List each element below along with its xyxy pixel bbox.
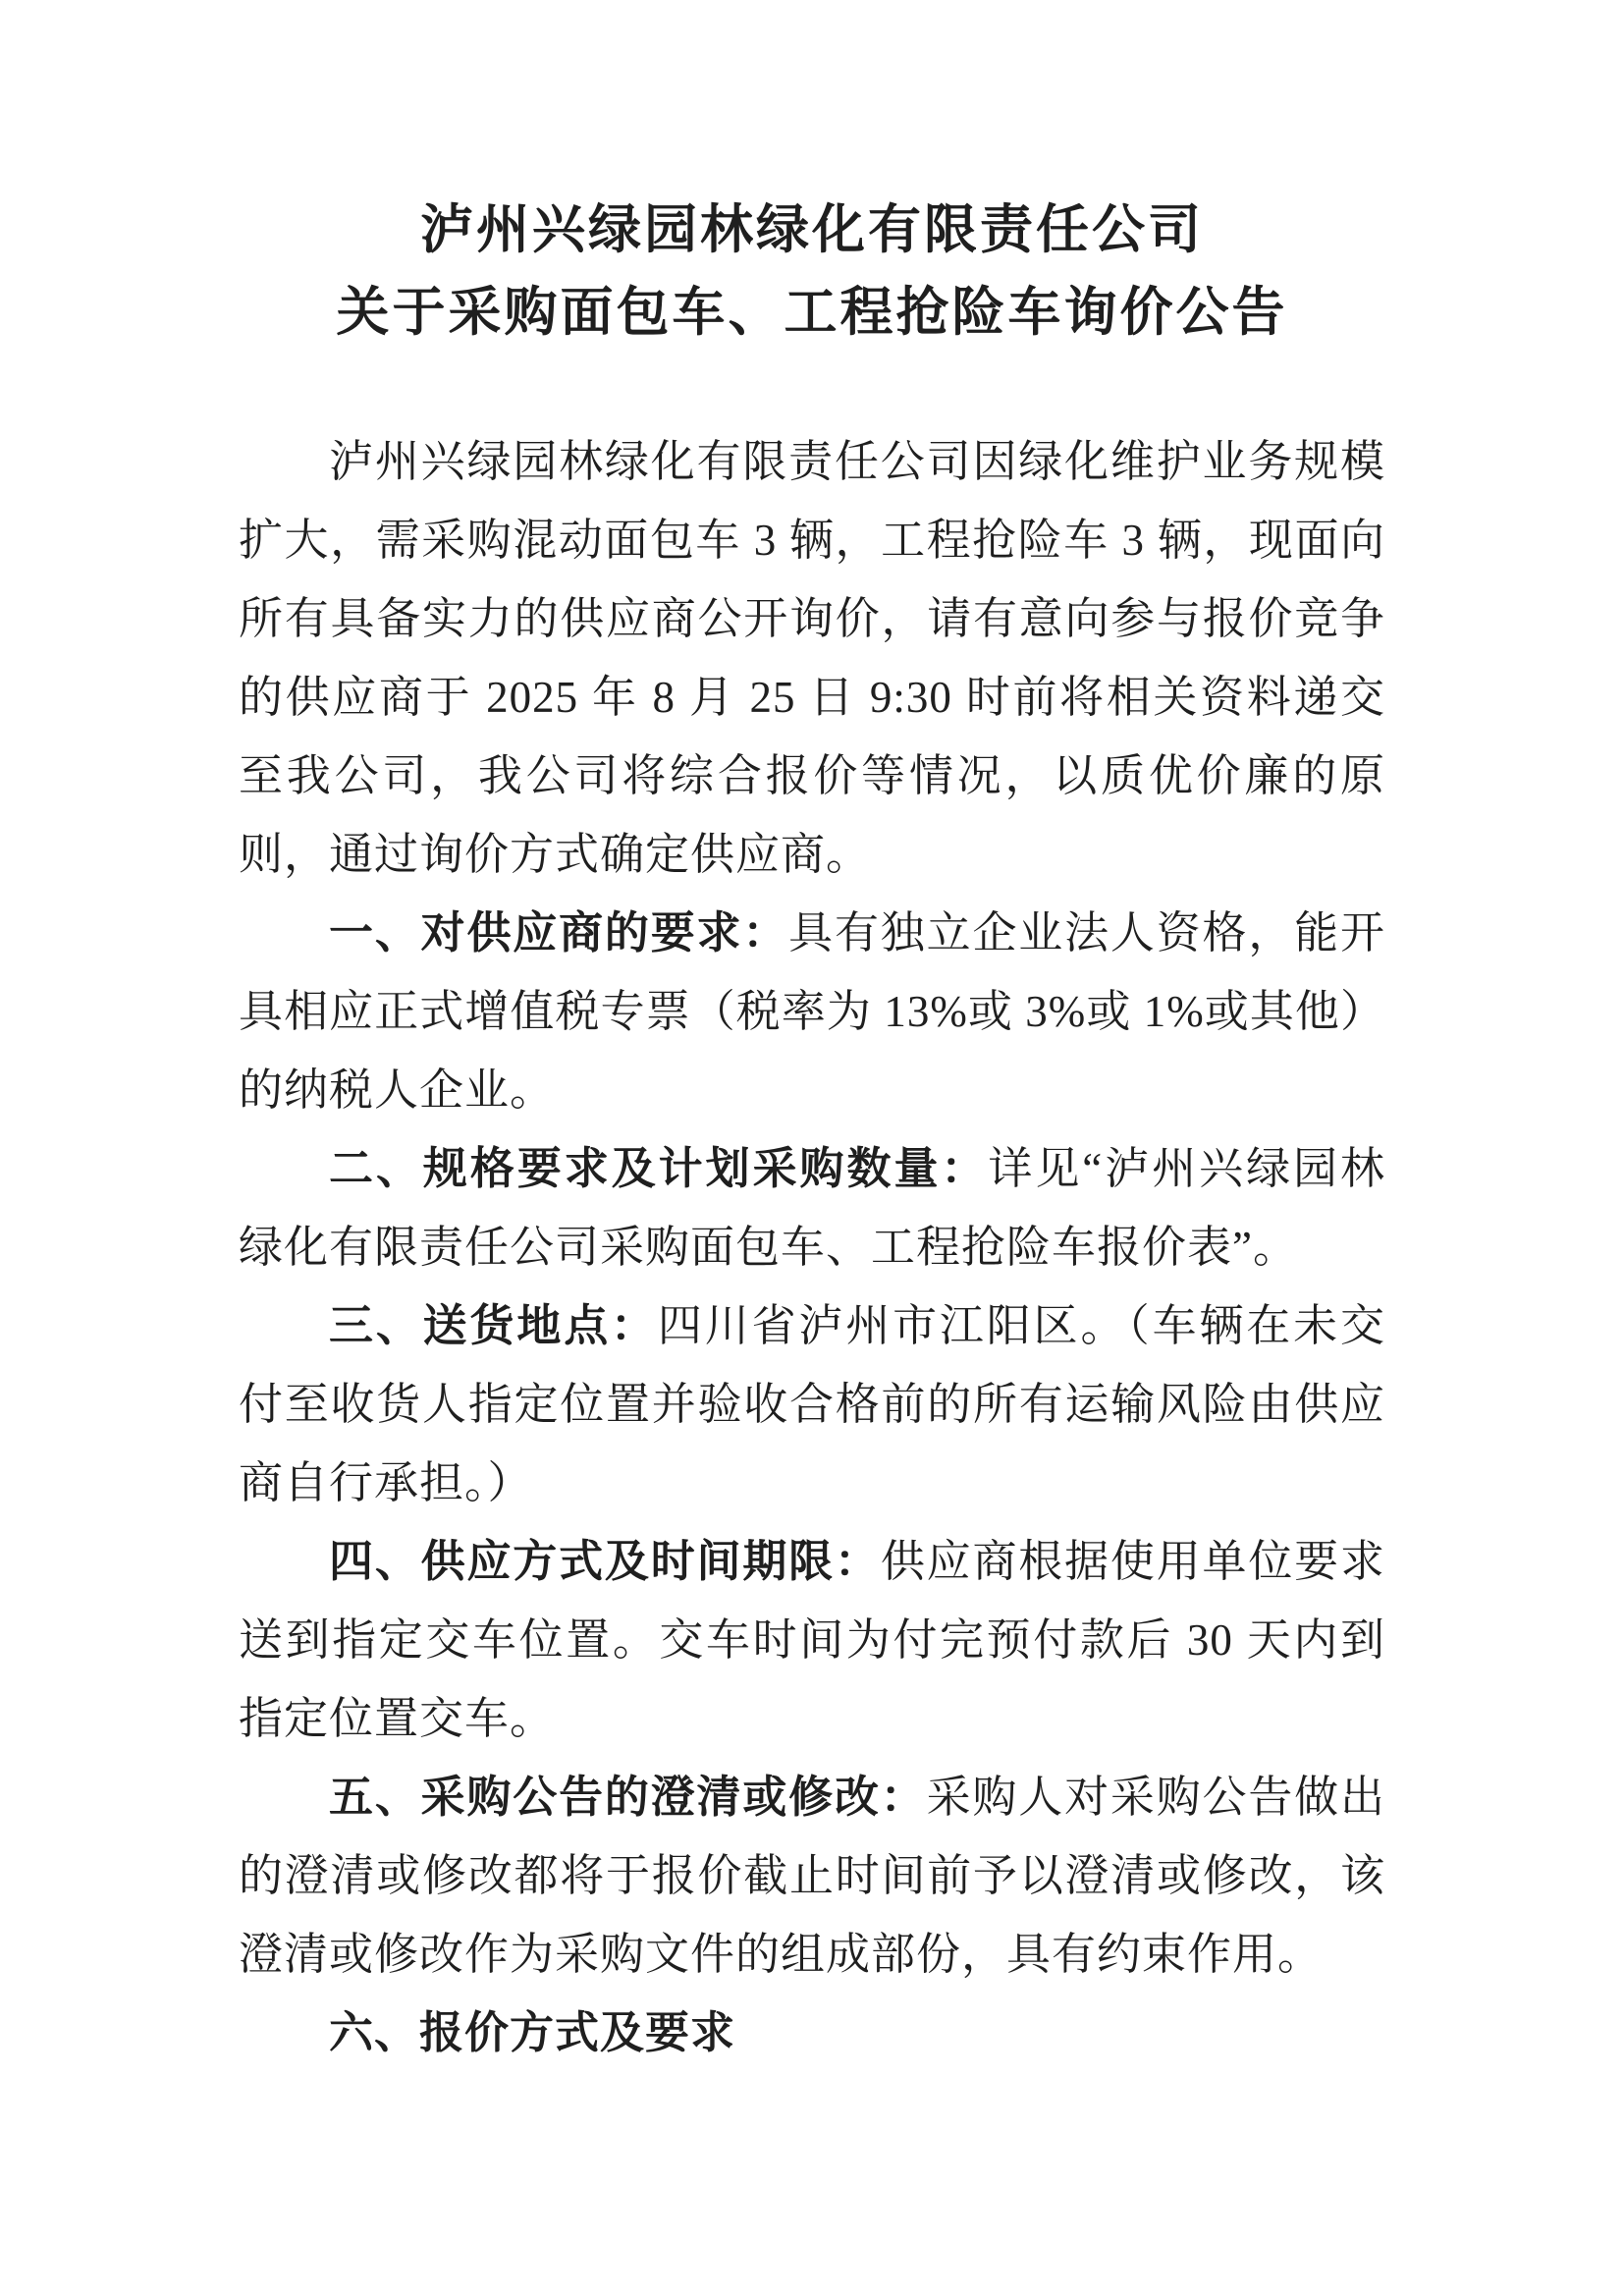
section-3-text: 四川省泸州市江阳区。（车辆在未交付至收货人指定位置并验收合格前的所有运输风险由供应商自行承担。） <box>239 1301 1385 1507</box>
section-4-heading: 四、供应方式及时间期限： <box>329 1536 881 1586</box>
section-1-text: 具有独立企业法人资格，能开具相应正式增值税专票（税率为 13%或 3%或 1%或其他）的纳税人企业。 <box>239 908 1385 1115</box>
section-2-text: 详见“泸州兴绿园林绿化有限责任公司采购面包车、工程抢险车报价表”。 <box>239 1144 1385 1272</box>
section-3-heading: 三、送货地点： <box>329 1300 658 1350</box>
document-title <box>239 189 1385 354</box>
section-4-supply-method-time <box>239 1522 1385 1758</box>
section-2-specs-quantity <box>239 1129 1385 1286</box>
title-line-2: 关于采购面包车、工程抢险车询价公告 <box>336 283 1288 342</box>
section-5-text: 采购人对采购公告做出的澄清或修改都将于报价截止时间前予以澄清或修改，该澄清或修改作为采购文件的组成部份，具有约束作用。 <box>239 1773 1385 1979</box>
title-line-1: 泸州兴绿园林绿化有限责任公司 <box>420 200 1204 259</box>
section-1-supplier-requirements <box>239 894 1385 1129</box>
document-body <box>239 189 1385 2072</box>
section-5-clarification-modification <box>239 1758 1385 1994</box>
section-4-text: 供应商根据使用单位要求送到指定交车位置。交车时间为付完预付款后 30 天内到指定位置交车。 <box>239 1537 1385 1743</box>
section-2-heading: 二、规格要求及计划采购数量： <box>329 1143 989 1193</box>
section-6-quotation-method <box>239 1994 1385 2072</box>
section-5-heading: 五、采购公告的澄清或修改： <box>329 1772 927 1822</box>
intro-paragraph: 泸州兴绿园林绿化有限责任公司因绿化维护业务规模扩大，需采购混动面包车 3 辆，工程抢险车 3 辆，现面向所有具备实力的供应商公开询价，请有意向参与报价竞争的供应商于 2025 年 8 月 25 日 9:30 时前将相关资料递交至我公司，我公司将综合报价等情况，以质优价廉的原则，通过询价方式确定供应商。 <box>239 437 1385 879</box>
section-6-heading: 六、报价方式及要求 <box>329 2007 736 2057</box>
section-1-heading: 一、对供应商的要求： <box>329 907 789 957</box>
section-3-delivery-location <box>239 1286 1385 1522</box>
